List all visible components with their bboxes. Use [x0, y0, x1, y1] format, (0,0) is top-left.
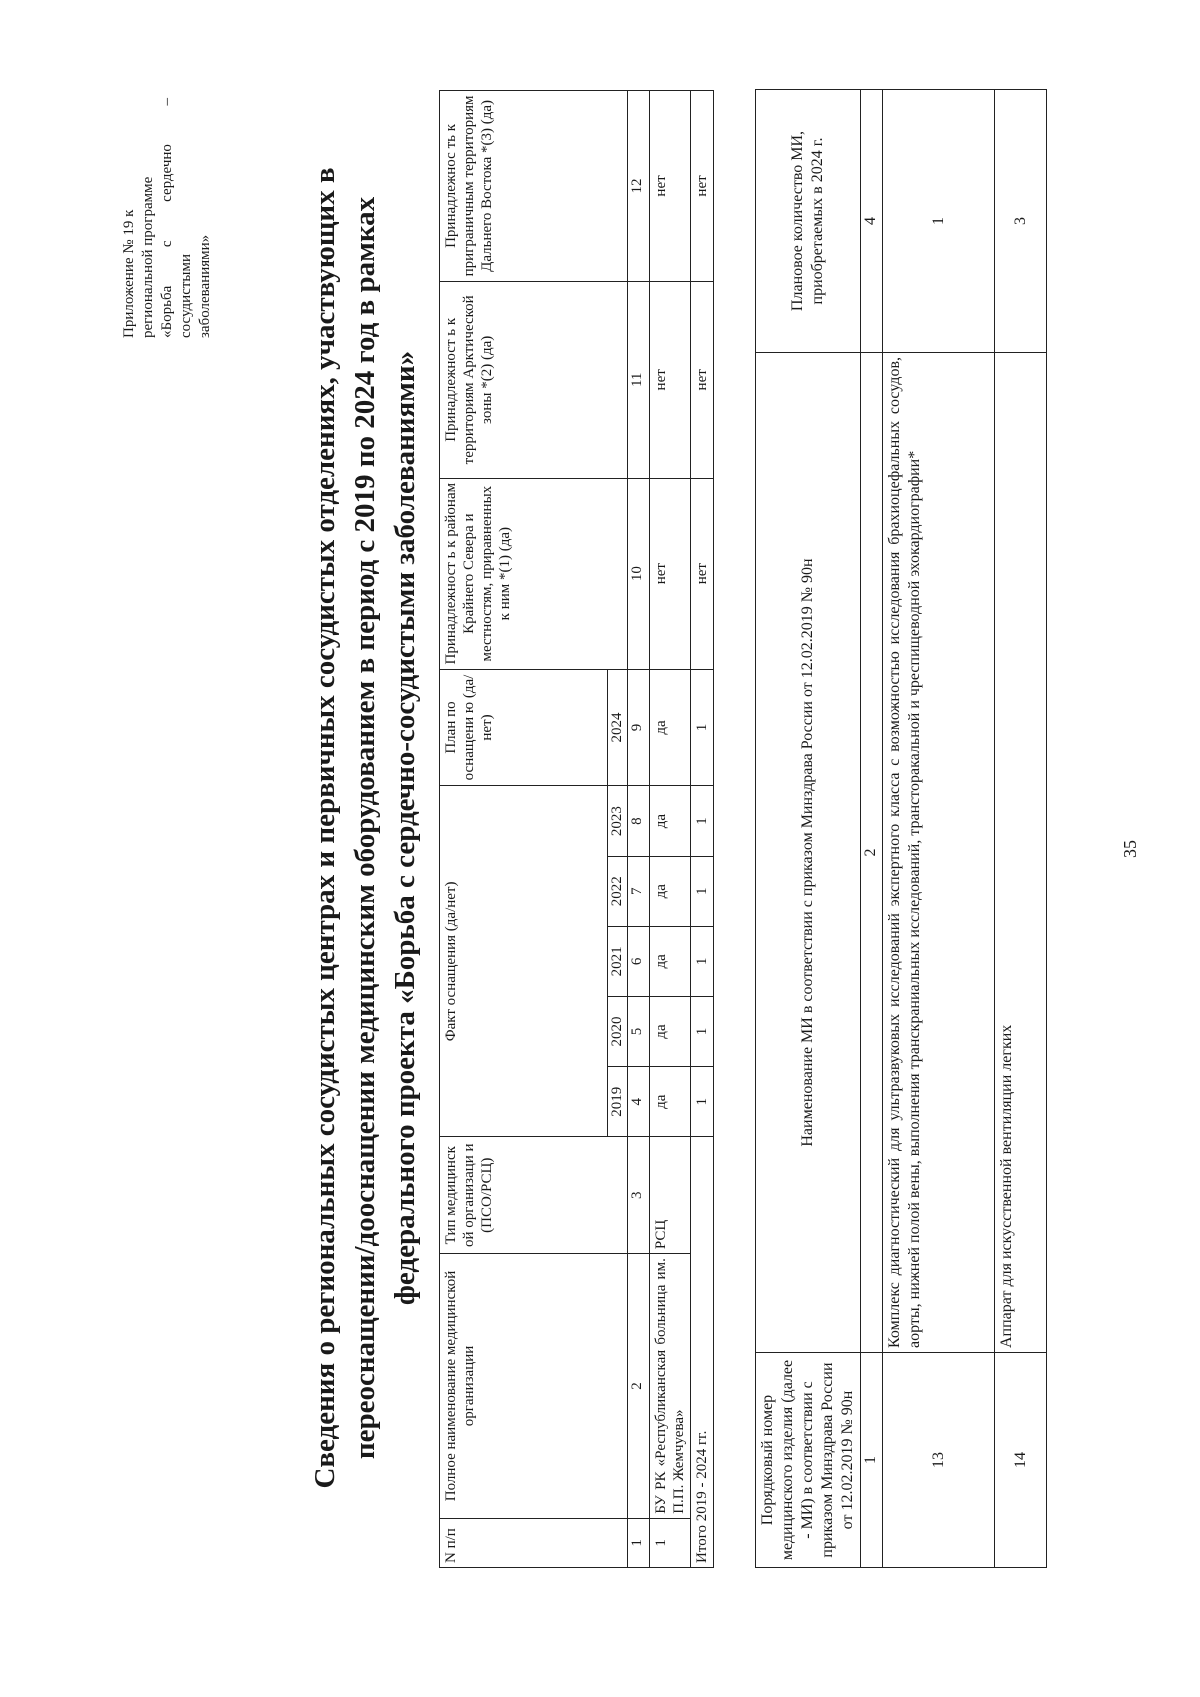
row-planned-qty: 3 — [995, 90, 1047, 353]
table-row — [995, 90, 1047, 1568]
centers-table — [439, 90, 714, 1568]
annex-word: с — [159, 240, 175, 248]
total-value: 1 — [691, 786, 714, 856]
row-org-type: РСЦ — [650, 1137, 691, 1254]
year-cell: 2023 — [608, 786, 628, 856]
header-org-type: Тип медицинск ой организаци и (ПСО/РСЦ) — [440, 1137, 628, 1254]
year-cell: 2022 — [608, 856, 628, 926]
col-number: 4 — [628, 1067, 650, 1137]
row-value: да — [650, 1067, 691, 1137]
header-fact: Факт оснащения (да/нет) — [440, 786, 608, 1137]
year-cell: 2021 — [608, 926, 628, 996]
col-number: 1 — [628, 1518, 650, 1567]
total-far-north: нет — [691, 478, 714, 669]
col-number: 12 — [628, 91, 650, 282]
total-value: 1 — [691, 856, 714, 926]
column-number-row — [861, 90, 883, 1568]
document-title — [305, 88, 425, 1568]
total-value: 1 — [691, 669, 714, 786]
col-number: 3 — [628, 1137, 650, 1254]
annex-word: сердечно — [159, 144, 175, 202]
page-number: 35 — [1120, 840, 1140, 858]
col-number: 4 — [861, 90, 883, 353]
header-ordinal: Порядковый номер медицинского изделия (далее - МИ) в соответствии с приказом Минздрава России от 12.02.2019 № 90н — [756, 1353, 861, 1568]
col-number: 7 — [628, 856, 650, 926]
year-cell: 2019 — [608, 1067, 628, 1137]
col-number: 2 — [628, 1254, 650, 1519]
header-org-name: Полное наименование медицинской организации — [440, 1254, 628, 1519]
annex-line-2: региональной программе — [140, 176, 156, 338]
col-number: 9 — [628, 669, 650, 786]
row-value: да — [650, 786, 691, 856]
total-value: 1 — [691, 1067, 714, 1137]
title-line-1: Сведения о региональных сосудистых центрах и первичных сосудистых отделениях, участвующих в — [309, 167, 341, 1489]
total-value: 1 — [691, 996, 714, 1066]
title-line-2: переоснащении/дооснащении медицинским оборудованием в период с 2019 по 2024 год в рамках — [349, 196, 381, 1460]
annex-note — [120, 98, 215, 338]
col-number: 6 — [628, 926, 650, 996]
row-device-name: Комплекс диагностический для ультразвуковых исследований экспертного класса с возможностью исследования брахиоцефальных сосудов, аорты, нижней полой вены, выполнения транскраниальных исследований, трансторакальной и чреспищеводной эхокардиографии* — [883, 353, 995, 1353]
total-label: Итого 2019 - 2024 гг. — [691, 1137, 714, 1568]
annex-line-4: сосудистыми — [178, 253, 194, 338]
rotated-page — [25, 28, 1175, 1668]
total-row — [691, 91, 714, 1568]
annex-word: – — [159, 98, 175, 106]
col-number: 8 — [628, 786, 650, 856]
annex-line-5: заболеваниями» — [197, 234, 213, 338]
col-number: 10 — [628, 478, 650, 669]
row-ordinal: 13 — [883, 1353, 995, 1568]
total-arctic: нет — [691, 281, 714, 478]
header-far-north: Принадлежност ь к районам Крайнего Севера и местностям, приравненных к ним *(1) (да) — [440, 478, 628, 669]
col-number: 11 — [628, 281, 650, 478]
header-plan: План по оснащени ю (да/нет) — [440, 669, 608, 786]
row-planned-qty: 1 — [883, 90, 995, 353]
row-device-name: Аппарат для искусственной вентиляции легких — [995, 353, 1047, 1353]
row-value: да — [650, 996, 691, 1066]
table-row — [650, 91, 691, 1568]
header-row — [756, 90, 861, 1568]
col-number: 5 — [628, 996, 650, 1066]
annex-line-3 — [158, 98, 177, 338]
header-device-name: Наименование МИ в соответствии с приказом Минздрава России от 12.02.2019 № 90н — [756, 353, 861, 1353]
year-cell: 2024 — [608, 669, 628, 786]
row-value: да — [650, 856, 691, 926]
devices-table — [755, 89, 1047, 1568]
header-planned-qty: Плановое количество МИ, приобретаемых в 2024 г. — [756, 90, 861, 353]
total-far-east: нет — [691, 91, 714, 282]
title-line-3: федерального проекта «Борьба с сердечно-сосудистыми заболеваниями» — [389, 350, 421, 1306]
header-row — [440, 91, 608, 1568]
row-value: да — [650, 926, 691, 996]
row-num: 1 — [650, 1518, 691, 1567]
row-value: да — [650, 669, 691, 786]
row-org-name: БУ РК «Республиканская больница им. П.П. Жемчуева» — [650, 1254, 691, 1519]
annex-line-1: Приложение № 19 к — [121, 209, 137, 338]
header-num: N п/п — [440, 1518, 628, 1567]
header-far-east: Принадлежнос ть к приграничным территориям Дальнего Востока *(3) (да) — [440, 91, 628, 282]
header-arctic: Принадлежност ь к территориям Арктической зоны *(2) (да) — [440, 281, 628, 478]
row-arctic: нет — [650, 281, 691, 478]
annex-word: «Борьба — [159, 285, 175, 338]
col-number: 1 — [861, 1353, 883, 1568]
col-number: 2 — [861, 353, 883, 1353]
row-ordinal: 14 — [995, 1353, 1047, 1568]
row-far-east: нет — [650, 91, 691, 282]
year-cell: 2020 — [608, 996, 628, 1066]
row-far-north: нет — [650, 478, 691, 669]
total-value: 1 — [691, 926, 714, 996]
column-number-row — [628, 91, 650, 1568]
table-row — [883, 90, 995, 1568]
